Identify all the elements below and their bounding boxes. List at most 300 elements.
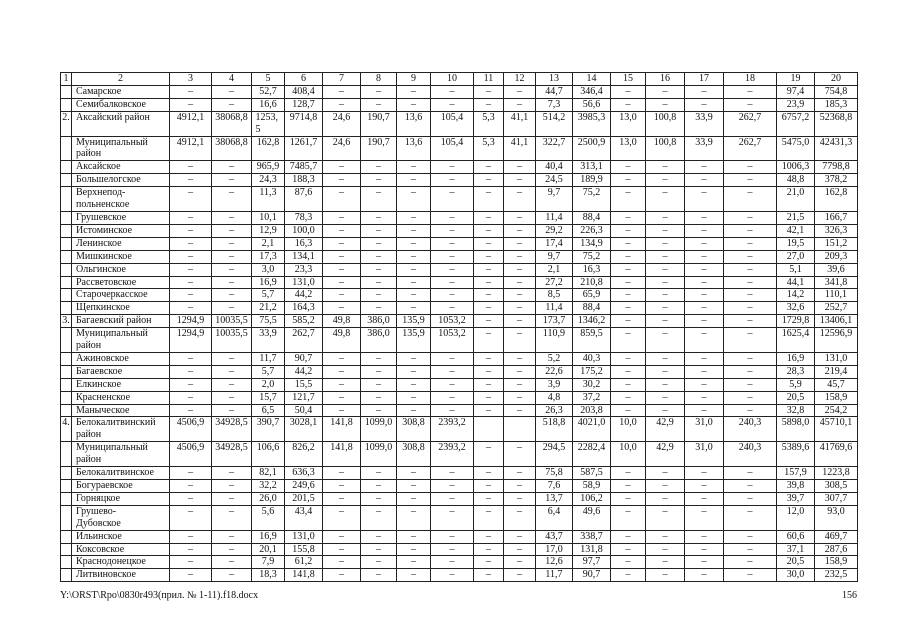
cell-value: 17,3	[259, 250, 277, 262]
value-cell	[397, 276, 431, 289]
cell-value: –	[188, 556, 193, 568]
cell-value: 32,6	[786, 302, 805, 314]
cell-value: –	[701, 85, 707, 97]
row-number-cell	[61, 161, 72, 174]
value-cell	[777, 505, 815, 530]
cell-value: –	[662, 404, 668, 416]
value-cell	[504, 85, 536, 98]
row-number-cell	[61, 417, 72, 442]
value-cell	[646, 480, 685, 493]
cell-value: –	[517, 187, 522, 199]
value-cell	[724, 467, 777, 480]
cell-value: –	[486, 543, 491, 555]
cell-value: –	[188, 352, 193, 364]
value-cell	[685, 136, 724, 161]
cell-value: 13406,1	[819, 315, 853, 327]
value-cell	[474, 224, 504, 237]
cell-value: 16,9	[786, 352, 805, 364]
value-cell	[474, 480, 504, 493]
value-cell	[170, 417, 212, 442]
table-row	[61, 315, 858, 328]
cell-value: –	[625, 224, 631, 236]
value-cell	[285, 211, 323, 224]
value-cell	[646, 352, 685, 365]
cell-value: –	[747, 98, 753, 110]
value-cell	[397, 211, 431, 224]
cell-value: –	[701, 391, 707, 403]
row-number: 3.	[62, 315, 70, 327]
cell-value: 24,6	[332, 136, 351, 148]
cell-value: –	[339, 187, 344, 199]
cell-value: 469,7	[824, 530, 848, 542]
value-cell	[212, 378, 252, 391]
value-cell	[170, 224, 212, 237]
value-cell	[777, 365, 815, 378]
value-cell	[361, 85, 397, 98]
value-cell	[504, 492, 536, 505]
cell-value: –	[411, 391, 416, 403]
cell-value: 826,2	[292, 442, 315, 454]
cell-value: –	[339, 237, 344, 249]
value-cell	[252, 136, 285, 161]
cell-value: 26,3	[545, 404, 563, 416]
cell-value: 106,2	[580, 492, 603, 504]
value-cell	[611, 404, 646, 417]
row-number: 2.	[62, 111, 70, 123]
cell-value: 49,8	[332, 315, 351, 327]
cell-value: 2393,2	[438, 417, 466, 429]
cell-value: 4912,1	[176, 136, 205, 148]
value-cell	[573, 187, 611, 212]
cell-value: –	[486, 85, 491, 97]
value-cell	[285, 136, 323, 161]
municipality-name-cell	[72, 404, 170, 417]
cell-value: –	[701, 352, 707, 364]
cell-value: 39,8	[786, 480, 805, 491]
cell-value: –	[411, 467, 416, 479]
cell-value: 40,4	[545, 161, 563, 173]
municipality-name: Маныческое	[76, 404, 130, 416]
column-number-header: 9	[397, 73, 431, 86]
value-cell	[685, 417, 724, 442]
value-cell	[504, 289, 536, 302]
cell-value: –	[625, 505, 631, 517]
value-cell	[285, 543, 323, 556]
value-cell	[323, 404, 361, 417]
cell-value: –	[747, 237, 753, 249]
cell-value: –	[449, 98, 455, 110]
cell-value: 32,8	[786, 404, 805, 416]
value-cell	[504, 365, 536, 378]
cell-value: –	[747, 328, 753, 340]
value-cell	[285, 556, 323, 569]
value-cell	[536, 263, 573, 276]
cell-value: –	[376, 211, 381, 223]
cell-value: 87,6	[294, 187, 313, 199]
cell-value: –	[376, 391, 381, 403]
value-cell	[474, 417, 504, 442]
municipality-name-cell	[72, 467, 170, 480]
cell-value: –	[188, 85, 193, 97]
cell-value: 48,8	[786, 174, 805, 186]
value-cell	[285, 492, 323, 505]
value-cell	[361, 543, 397, 556]
value-cell	[323, 417, 361, 442]
cell-value: –	[376, 569, 381, 581]
value-cell	[170, 211, 212, 224]
cell-value: 34928,5	[215, 417, 248, 429]
value-cell	[536, 237, 573, 250]
value-cell	[646, 289, 685, 302]
value-cell	[777, 543, 815, 556]
cell-value: 23,3	[294, 263, 313, 275]
municipality-name: Белокалитвинский район	[76, 417, 156, 441]
cell-value: –	[701, 404, 707, 416]
value-cell	[474, 136, 504, 161]
municipality-name: Багаевское	[76, 365, 123, 377]
table-row	[61, 467, 858, 480]
cell-value: 378,2	[824, 174, 848, 186]
cell-value: –	[625, 365, 631, 377]
row-number-cell	[61, 250, 72, 263]
cell-value: –	[625, 276, 631, 288]
value-cell	[646, 224, 685, 237]
cell-value: 262,7	[292, 328, 315, 340]
cell-value: 587,5	[580, 467, 603, 479]
cell-value: 2,1	[547, 263, 561, 275]
cell-value: –	[625, 352, 631, 364]
value-cell	[777, 211, 815, 224]
value-cell	[815, 328, 858, 353]
value-cell	[474, 289, 504, 302]
cell-value: –	[625, 378, 631, 390]
cell-value: –	[411, 98, 416, 110]
value-cell	[724, 98, 777, 111]
value-cell	[573, 211, 611, 224]
municipality-name: Муниципальный район	[76, 136, 148, 160]
cell-value: 294,5	[542, 442, 566, 454]
value-cell	[431, 556, 474, 569]
value-cell	[431, 136, 474, 161]
cell-value: 1729,8	[781, 315, 810, 327]
cell-value: 11,4	[545, 302, 563, 314]
cell-value: –	[747, 85, 753, 97]
value-cell	[285, 365, 323, 378]
value-cell	[685, 263, 724, 276]
value-cell	[285, 569, 323, 582]
value-cell	[724, 174, 777, 187]
cell-value: 514,2	[542, 111, 566, 123]
row-number-cell	[61, 328, 72, 353]
value-cell	[285, 174, 323, 187]
value-cell	[361, 404, 397, 417]
value-cell	[685, 276, 724, 289]
cell-value: 155,8	[292, 543, 315, 555]
cell-value: 9,7	[547, 250, 561, 262]
value-cell	[252, 98, 285, 111]
cell-value: –	[486, 365, 491, 377]
cell-value: –	[229, 302, 234, 314]
cell-value: –	[486, 530, 491, 542]
value-cell	[252, 480, 285, 493]
cell-value: 110,1	[824, 289, 848, 301]
cell-value: 308,8	[402, 442, 425, 454]
value-cell	[431, 174, 474, 187]
value-cell	[685, 365, 724, 378]
cell-value: 287,6	[824, 543, 848, 555]
value-cell	[252, 289, 285, 302]
cell-value: –	[449, 302, 455, 314]
value-cell	[170, 492, 212, 505]
cell-value: –	[411, 480, 416, 491]
value-cell	[646, 530, 685, 543]
cell-value: –	[376, 543, 381, 555]
cell-value: –	[339, 404, 344, 416]
cell-value: –	[229, 480, 234, 491]
municipality-name-cell	[72, 328, 170, 353]
value-cell	[285, 85, 323, 98]
column-number-header: 8	[361, 73, 397, 86]
value-cell	[611, 136, 646, 161]
cell-value: 2282,4	[577, 442, 606, 454]
cell-value: –	[376, 250, 381, 262]
cell-value: 3,9	[547, 378, 561, 390]
cell-value: 52368,8	[819, 111, 853, 123]
cell-value: –	[339, 378, 344, 390]
value-cell	[397, 378, 431, 391]
cell-value: 29,2	[545, 224, 563, 236]
value-cell	[815, 263, 858, 276]
value-cell	[212, 289, 252, 302]
cell-value: –	[662, 237, 668, 249]
cell-value: 5,3	[482, 111, 495, 123]
value-cell	[361, 442, 397, 467]
value-cell	[724, 417, 777, 442]
cell-value: 386,0	[367, 328, 390, 340]
value-cell	[777, 467, 815, 480]
cell-value: –	[411, 302, 416, 314]
value-cell	[212, 111, 252, 136]
value-cell	[685, 505, 724, 530]
value-cell	[611, 530, 646, 543]
cell-value: –	[747, 530, 753, 542]
value-cell	[323, 211, 361, 224]
value-cell	[474, 391, 504, 404]
row-number-cell	[61, 378, 72, 391]
value-cell	[252, 467, 285, 480]
cell-value: –	[747, 211, 753, 223]
cell-value: 7,9	[261, 556, 275, 568]
municipality-name: Ленинское	[76, 237, 122, 249]
municipality-name-cell	[72, 492, 170, 505]
value-cell	[252, 404, 285, 417]
value-cell	[611, 569, 646, 582]
cell-value: 42,1	[786, 224, 805, 236]
municipality-name: Грушево-Дубовское	[76, 505, 121, 529]
cell-value: 90,7	[582, 569, 601, 581]
value-cell	[212, 543, 252, 556]
cell-value: –	[376, 467, 381, 479]
value-cell	[252, 556, 285, 569]
table-row	[61, 302, 858, 315]
cell-value: –	[701, 492, 707, 504]
cell-value: –	[625, 328, 631, 340]
value-cell	[431, 480, 474, 493]
value-cell	[323, 276, 361, 289]
value-cell	[724, 352, 777, 365]
value-cell	[323, 98, 361, 111]
value-cell	[573, 365, 611, 378]
cell-value: 20,5	[786, 391, 805, 403]
value-cell	[777, 85, 815, 98]
cell-value: 135,9	[402, 315, 425, 327]
cell-value: –	[339, 492, 344, 504]
table-row	[61, 187, 858, 212]
value-cell	[431, 378, 474, 391]
municipality-name-cell	[72, 174, 170, 187]
cell-value: –	[411, 569, 416, 581]
value-cell	[397, 480, 431, 493]
value-cell	[646, 328, 685, 353]
cell-value: –	[517, 530, 522, 542]
cell-value: 9,7	[547, 187, 561, 199]
value-cell	[252, 263, 285, 276]
cell-value: –	[517, 378, 522, 390]
municipality-name: Ильинское	[76, 530, 122, 542]
value-cell	[777, 276, 815, 289]
table-row	[61, 492, 858, 505]
value-cell	[536, 417, 573, 442]
value-cell	[777, 263, 815, 276]
value-cell	[815, 211, 858, 224]
table-row	[61, 161, 858, 174]
cell-value: 24,3	[259, 174, 277, 186]
value-cell	[397, 543, 431, 556]
cell-value: 11,3	[259, 187, 277, 199]
cell-value: –	[376, 224, 381, 236]
cell-value: –	[376, 276, 381, 288]
cell-value: 5389,6	[781, 442, 810, 454]
cell-value: –	[188, 505, 193, 517]
value-cell	[777, 174, 815, 187]
cell-value: –	[662, 556, 668, 568]
value-cell	[573, 276, 611, 289]
cell-value: 131,0	[292, 276, 315, 288]
value-cell	[212, 480, 252, 493]
value-cell	[685, 250, 724, 263]
value-cell	[361, 302, 397, 315]
value-cell	[611, 505, 646, 530]
cell-value: –	[449, 543, 455, 555]
municipality-name: Щепкинское	[76, 302, 130, 314]
cell-value: –	[339, 224, 344, 236]
value-cell	[536, 404, 573, 417]
cell-value: 1223,8	[822, 467, 850, 479]
value-cell	[474, 211, 504, 224]
cell-value: 157,9	[784, 467, 807, 479]
cell-value: –	[449, 505, 455, 517]
value-cell	[724, 263, 777, 276]
cell-value: –	[188, 404, 193, 416]
cell-value: 12,6	[545, 556, 563, 568]
cell-value: –	[486, 556, 491, 568]
cell-value: –	[625, 569, 631, 581]
municipality-name: Муниципальный район	[76, 442, 148, 466]
value-cell	[611, 352, 646, 365]
cell-value: 5898,0	[781, 417, 810, 429]
cell-value: 15,7	[259, 391, 277, 403]
cell-value: 33,9	[695, 136, 713, 148]
table-row	[61, 378, 858, 391]
value-cell	[431, 187, 474, 212]
cell-value: –	[188, 569, 193, 581]
table-row	[61, 543, 858, 556]
value-cell	[611, 161, 646, 174]
cell-value: –	[229, 224, 234, 236]
value-cell	[646, 391, 685, 404]
value-cell	[815, 174, 858, 187]
cell-value: –	[229, 85, 234, 97]
value-cell	[170, 328, 212, 353]
value-cell	[397, 505, 431, 530]
cell-value: 75,2	[582, 187, 601, 199]
table-row	[61, 556, 858, 569]
cell-value: –	[229, 365, 234, 377]
value-cell	[323, 492, 361, 505]
value-cell	[170, 543, 212, 556]
value-cell	[573, 136, 611, 161]
value-cell	[646, 404, 685, 417]
value-cell	[685, 556, 724, 569]
cell-value: –	[411, 237, 416, 249]
municipality-name-cell	[72, 378, 170, 391]
value-cell	[474, 187, 504, 212]
cell-value: 226,3	[580, 224, 603, 236]
value-cell	[285, 315, 323, 328]
table-header-row	[61, 73, 858, 86]
value-cell	[611, 328, 646, 353]
value-cell	[573, 224, 611, 237]
cell-value: –	[339, 276, 344, 288]
cell-value: –	[339, 569, 344, 581]
value-cell	[361, 352, 397, 365]
value-cell	[611, 556, 646, 569]
cell-value: 61,2	[294, 556, 313, 568]
cell-value: –	[517, 328, 522, 340]
cell-value: 131,8	[580, 543, 603, 555]
cell-value: –	[747, 224, 753, 236]
cell-value: –	[625, 263, 631, 275]
municipality-name: Грушевское	[76, 211, 127, 223]
value-cell	[815, 111, 858, 136]
cell-value: –	[625, 187, 631, 199]
value-cell	[685, 328, 724, 353]
municipality-name: Самарское	[76, 85, 122, 97]
cell-value: 93,0	[827, 505, 845, 517]
cell-value: 134,1	[292, 250, 315, 262]
cell-value: –	[701, 98, 707, 110]
value-cell	[361, 111, 397, 136]
value-cell	[361, 505, 397, 530]
value-cell	[536, 492, 573, 505]
cell-value: 21,0	[786, 187, 805, 199]
value-cell	[212, 505, 252, 530]
value-cell	[536, 328, 573, 353]
cell-value: –	[188, 187, 193, 199]
value-cell	[685, 302, 724, 315]
cell-value: –	[747, 276, 753, 288]
cell-value: –	[486, 467, 491, 479]
